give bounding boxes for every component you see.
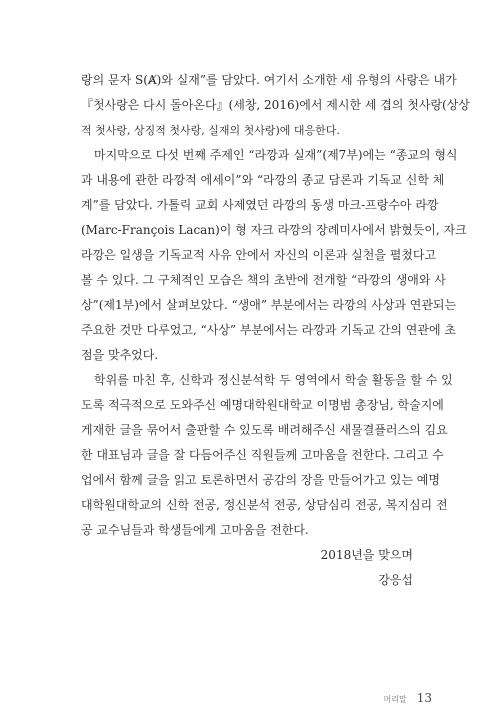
text-line: 『첫사랑은 다시 돌아온다』(세창, 2016)에서 제시한 세 겹의 첫사랑(상상 — [81, 98, 470, 112]
text-line: 학위를 마친 후, 신학과 정신분석학 두 영역에서 학술 활동을 할 수 있 — [94, 373, 453, 387]
text-line: 점을 맞추었다. — [81, 348, 159, 362]
text-line: 상”(제1부)에서 살펴보았다. “생애” 부분에서는 라깡의 사상과 연관되는 — [81, 298, 457, 312]
running-footer-label: 머리말 — [383, 695, 407, 704]
page-footer — [352, 691, 432, 705]
text-line: 도록 적극적으로 도와주신 예명대학원대학교 이명범 총장님, 학술지에 — [81, 398, 444, 412]
text-line: 게재한 글을 묶어서 출판할 수 있도록 배려해주신 새물결플러스의 김요 — [81, 423, 448, 437]
page-number: 13 — [416, 691, 432, 705]
text-line: 업에서 함께 글을 읽고 토론하면서 공감의 장을 만들어가고 있는 예명 — [81, 473, 440, 487]
text-line: 대학원대학교의 신학 전공, 정신분석 전공, 상담심리 전공, 복지심리 전 — [81, 498, 448, 512]
text-line: 주요한 것만 다루었고, “사상” 부분에서는 라깡과 기독교 간의 연관에 초 — [81, 323, 456, 337]
text-line: 라깡은 일생을 기독교적 사유 안에서 자신의 이론과 실천을 펼쳤다고 — [81, 248, 437, 262]
signature-date: 2018년을 맞으며 — [320, 548, 413, 562]
text-line: 마지막으로 다섯 번째 주제인 “라깡과 실재”(제7부)에는 “종교의 형식 — [94, 148, 458, 162]
text-line: 과 내용에 관한 라깡적 에세이”와 “라깡의 종교 담론과 기독교 신학 체 — [81, 173, 445, 187]
text-line: 한 대표님과 글을 잘 다듬어주신 직원들께 고마움을 전한다. 그리고 수 — [81, 448, 444, 462]
signature-author: 강응섭 — [378, 573, 413, 587]
text-line: 볼 수 있다. 그 구체적인 모습은 책의 초반에 전개할 “라깡의 생애와 사 — [81, 273, 446, 287]
text-line: 계”를 담았다. 가톨릭 교회 사제였던 라깡의 동생 마크-프랑수아 라깡 — [81, 198, 439, 212]
preface-body — [81, 68, 470, 593]
text-line: 공 교수님들과 학생들에게 고마움을 전한다. — [81, 523, 309, 537]
text-line: (Marc-François Lacan)이 형 자크 라깡의 장례미사에서 밝혔듯이, 자크 — [81, 223, 467, 237]
text-line: 랑의 문자 S(Ⱥ)와 실재”를 담았다. 여기서 소개한 세 유형의 사랑은 내가 — [81, 73, 457, 87]
text-line: 적 첫사랑, 상징적 첫사랑, 실재의 첫사랑)에 대응한다. — [81, 124, 340, 137]
